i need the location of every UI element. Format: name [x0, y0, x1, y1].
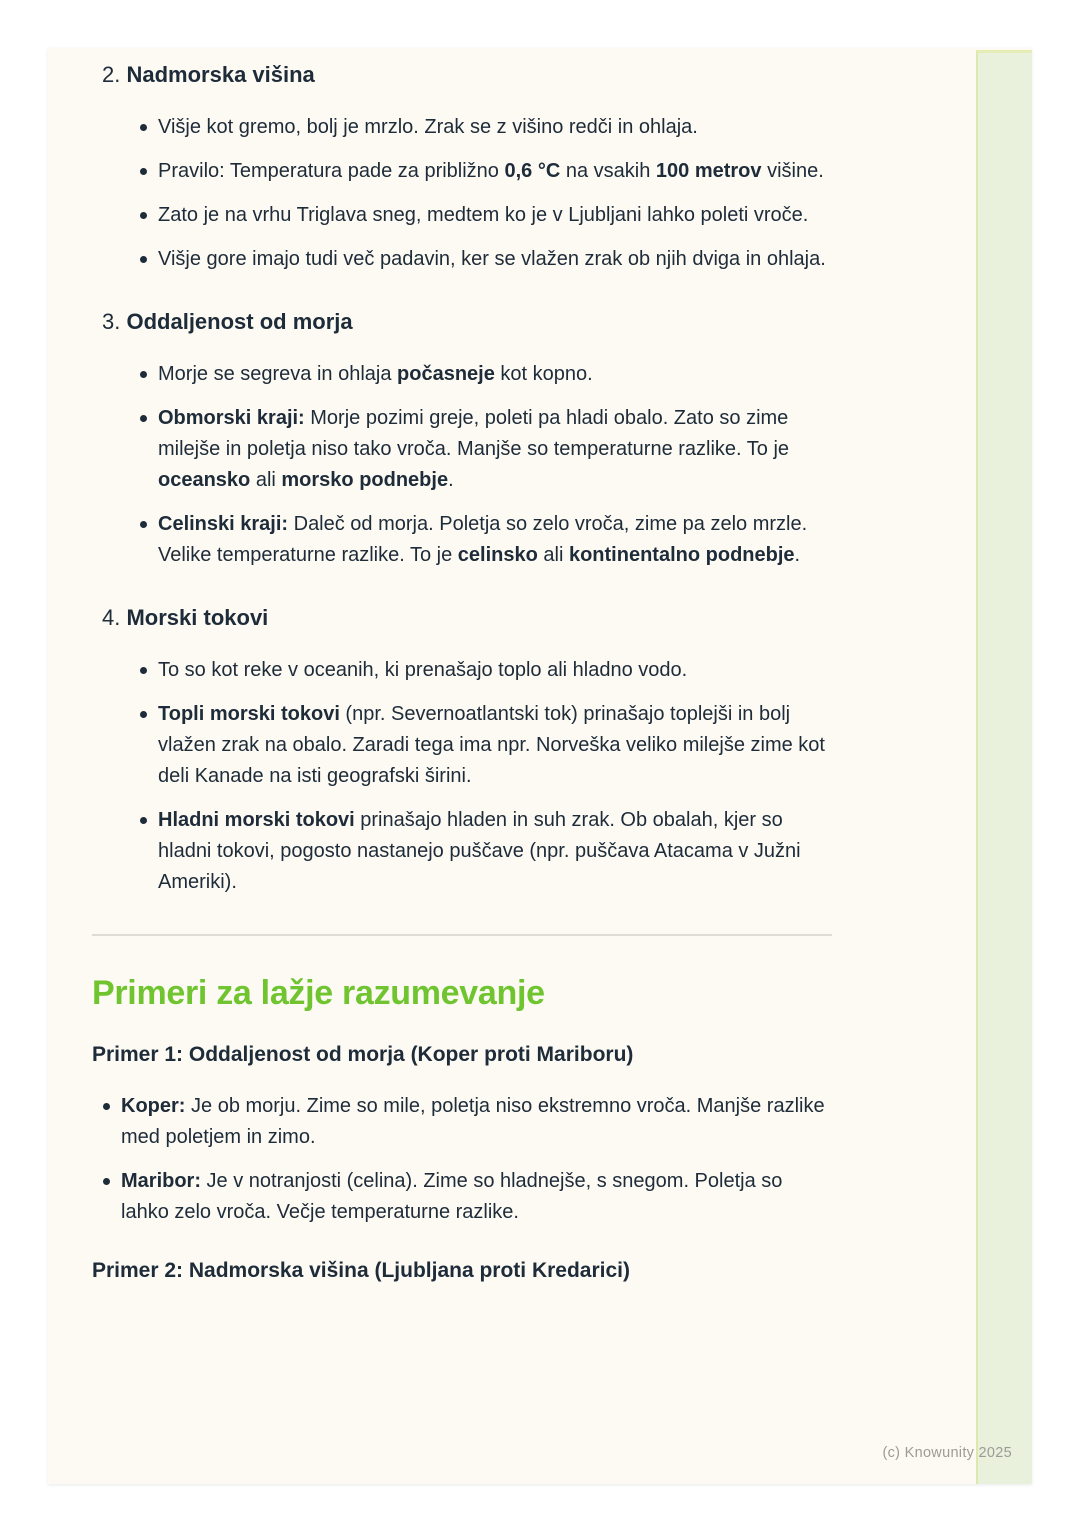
document-page — [48, 48, 1032, 1484]
section-number: 3. — [102, 309, 121, 334]
section-title: Morski tokovi — [126, 605, 269, 630]
list-item: Višje gore imajo tudi več padavin, ker se vlažen zrak ob njih dviga in ohlaja. — [140, 244, 832, 275]
example-1-title: Primer 1: Oddaljenost od morja (Koper proti Mariboru) — [92, 1043, 634, 1066]
section-heading-nadmorska-visina — [102, 60, 832, 90]
section-title: Nadmorska višina — [126, 62, 315, 87]
section-number: 4. — [102, 605, 121, 630]
section-heading-oddaljenost-od-morja — [102, 307, 832, 337]
section-title: Oddaljenost od morja — [126, 309, 353, 334]
list-item: Morje se segreva in ohlaja počasneje kot kopno. — [140, 359, 832, 390]
list-item: Topli morski tokovi (npr. Severnoatlantski tok) prinašajo toplejši in bolj vlažen zrak na obalo. Zaradi tega ima npr. Norveška veliko milejše zime kot deli Kanade na isti geografski širini. — [140, 699, 832, 792]
copyright-watermark: (c) Knowunity 2025 — [882, 1445, 1012, 1461]
list-item: Celinski kraji: Daleč od morja. Poletja so zelo vroča, zime pa zelo mrzle. Velike temperaturne razlike. To je celinsko ali kontinentalno podnebje. — [140, 509, 832, 571]
example-1-list — [103, 1091, 832, 1228]
list-item: Maribor: Je v notranjosti (celina). Zime so hladnejše, s snegom. Poletja so lahko zelo vroča. Večje temperaturne razlike. — [103, 1166, 832, 1228]
section-heading-morski-tokovi — [102, 603, 832, 633]
examples-heading: Primeri za lažje razumevanje — [92, 974, 545, 1012]
list-item: Obmorski kraji: Morje pozimi greje, poleti pa hladi obalo. Zato so zime milejše in poletja niso tako vroča. Manjše so temperaturne razlike. To je oceansko ali morsko podnebje. — [140, 403, 832, 496]
list-item: Pravilo: Temperatura pade za približno 0,6 °C na vsakih 100 metrov višine. — [140, 156, 832, 187]
section-3-list — [140, 359, 832, 571]
list-item: Višje kot gremo, bolj je mrzlo. Zrak se z višino redči in ohlaja. — [140, 112, 832, 143]
section-divider — [92, 934, 832, 936]
section-4-list — [140, 655, 832, 898]
list-item: Hladni morski tokovi prinašajo hladen in suh zrak. Ob obalah, kjer so hladni tokovi, pogosto nastanejo puščave (npr. puščava Atacama v Južni Ameriki). — [140, 805, 832, 898]
page-content — [92, 60, 832, 1285]
section-2-list — [140, 112, 832, 275]
section-number: 2. — [102, 62, 121, 87]
list-item: Koper: Je ob morju. Zime so mile, poletja niso ekstremno vroča. Manjše razlike med poletjem in zimo. — [103, 1091, 832, 1153]
list-item: Zato je na vrhu Triglava sneg, medtem ko je v Ljubljani lahko poleti vroče. — [140, 200, 832, 231]
side-accent-bar — [976, 50, 1032, 1484]
list-item: To so kot reke v oceanih, ki prenašajo toplo ali hladno vodo. — [140, 655, 832, 686]
example-2-title: Primer 2: Nadmorska višina (Ljubljana proti Kredarici) — [92, 1259, 630, 1282]
